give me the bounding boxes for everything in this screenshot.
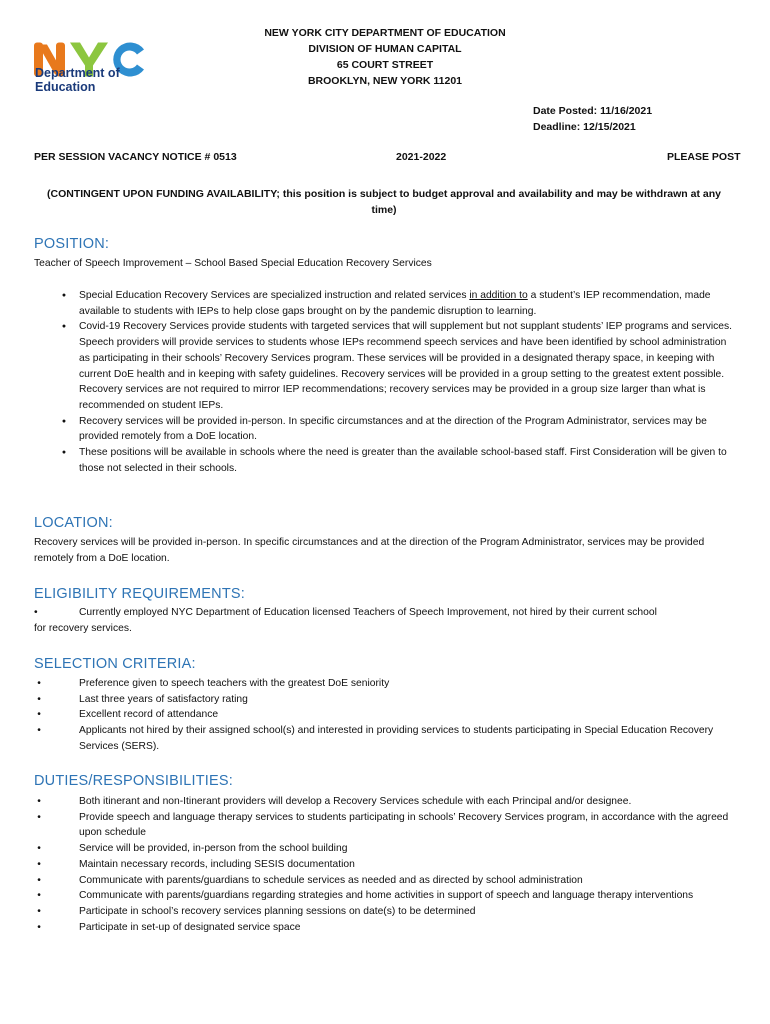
location-heading: LOCATION: [34,515,113,531]
bullet-icon: • [37,725,41,737]
bullet-icon: • [37,796,41,807]
list-item [34,904,734,920]
letterhead [230,25,540,89]
duty-item: Communicate with parents/guardians regarding strategies and home activities in support of speech and language therapy interventions [79,890,694,902]
header-line2: DIVISION OF HUMAN CAPITAL [308,43,462,55]
list-item [34,841,734,857]
eligibility-line1: Currently employed NYC Department of Education licensed Teachers of Speech Improvement, not hired by their current school [79,607,657,618]
contingent-notice: (CONTINGENT UPON FUNDING AVAILABILITY; this position is subject to budget approval and availability and may be withdrawn at any time) [46,188,721,216]
eligibility-heading: ELIGIBILITY REQUIREMENTS: [34,586,246,602]
notice-year: 2021-2022 [396,151,447,163]
duty-item: Provide speech and language therapy services to students participating in schools’ Recovery Services program, in accordance with the agreed upon schedule [79,811,729,839]
duty-item: Communicate with parents/guardians to schedule services as needed and as directed by school administration [79,874,583,886]
selection-heading: SELECTION CRITERIA: [34,656,196,672]
position-b1-post: a student’s IEP recommendation, made available to students with IEPs to help close gaps brought on by the pandemic disruption to learning. [79,290,711,317]
bullet-icon: • [37,890,41,902]
list-item [34,888,734,904]
duty-item: Both itinerant and non-Itinerant providers will develop a Recovery Services schedule with each Principal and/or designee. [79,796,632,807]
header-line3: 65 COURT STREET [336,59,434,71]
bullet-icon: • [37,858,41,870]
position-heading: POSITION: [34,236,110,252]
list-item [34,810,734,841]
bullet-icon: • [37,921,41,933]
list-item [34,873,734,889]
date-posted: Date Posted: 11/16/2021 [533,105,653,117]
notice-number: PER SESSION VACANCY NOTICE # 0513 [34,151,237,163]
header-line1: NEW YORK CITY DEPARTMENT OF EDUCATION [264,27,506,39]
position-title: Teacher of Speech Improvement – School Based Special Education Recovery Services [34,258,432,269]
bullet-icon: • [37,693,41,705]
list-item [34,857,734,873]
bullet-icon: • [37,678,41,689]
list-item [34,920,734,936]
position-b2: Covid-19 Recovery Services provide students with targeted services that will supplement but not supplant students’ IEP programs and services. Speech providers will provide services to students whose IEPs recommend speech services and have been identified by school administration as participating in their schools’ Recovery Services program. These services will be provided in a designated therapy space, in keeping with current DoE health and in keeping with safety guidelines. Recovery services will be provided in a group setting to the greatest extent possible. Recovery services are not required to mirror IEP recommendations; recovery services may be provided in a group size larger than what is recommended on student IEPs. [79,321,733,411]
header-line4: BROOKLYN, NEW YORK 11201 [307,75,463,87]
list-item [34,723,734,754]
list-item [59,319,734,413]
eligibility-line2: for recovery services. [34,622,132,634]
list-item [34,794,734,810]
deadline: Deadline: 12/15/2021 [533,121,636,133]
position-bullets [59,288,734,476]
position-b1-pre: Special Education Recovery Services are specialized instruction and related services [79,290,470,301]
bullet-icon: • [37,905,41,917]
selection-item: Excellent record of attendance [79,709,219,721]
position-b3: Recovery services will be provided in-person. In specific circumstances and at the direction of the Program Administrator, services may be provided remotely from a DoE location. [79,415,707,443]
selection-item: Last three years of satisfactory rating [79,693,248,705]
selection-item: Applicants not hired by their assigned school(s) and interested in providing services to students participating in Special Education Recovery Services (SERS). [79,725,714,752]
bullet-icon: ● [61,449,67,457]
list-item [59,445,734,476]
location-text: Recovery services will be provided in-person. In specific circumstances and at the direction of the Program Administrator, services may be provided remotely from a DoE location. [34,537,705,564]
logo-department-text [35,66,120,94]
selection-item: Preference given to speech teachers with the greatest DoE seniority [79,678,390,689]
duties-heading: DUTIES/RESPONSIBILITIES: [34,773,233,789]
bullet-icon: • [37,843,41,855]
list-item [59,414,734,445]
list-item [59,288,734,319]
dates-block [533,103,652,135]
bullet-icon: • [37,811,41,823]
list-item [34,707,734,723]
eligibility-text [34,605,734,636]
bullet-icon: ● [61,292,67,299]
duty-item: Participate in set-up of designated service space [79,921,301,933]
duty-item: Maintain necessary records, including SESIS documentation [79,858,355,870]
bullet-icon: ● [61,417,67,425]
list-item [34,676,734,692]
list-item [34,692,734,708]
logo-dept-line2: Education [35,80,96,94]
logo-dept-line1: Department of [35,66,120,80]
duties-list [34,794,734,935]
duty-item: Service will be provided, in-person from the school building [79,843,348,855]
bullet-icon: • [37,874,41,886]
position-b4: These positions will be available in schools where the need is greater than the available school-based staff. First Consideration will be given to those not selected in their schools. [79,447,727,474]
position-b1-underlined: in addition to [469,290,528,301]
selection-list [34,676,734,755]
bullet-icon: • [34,607,38,618]
bullet-icon: ● [61,323,67,331]
duty-item: Participate in school’s recovery services planning sessions on date(s) to be determined [79,905,476,917]
bullet-icon: • [37,709,41,721]
please-post: PLEASE POST [667,151,741,163]
